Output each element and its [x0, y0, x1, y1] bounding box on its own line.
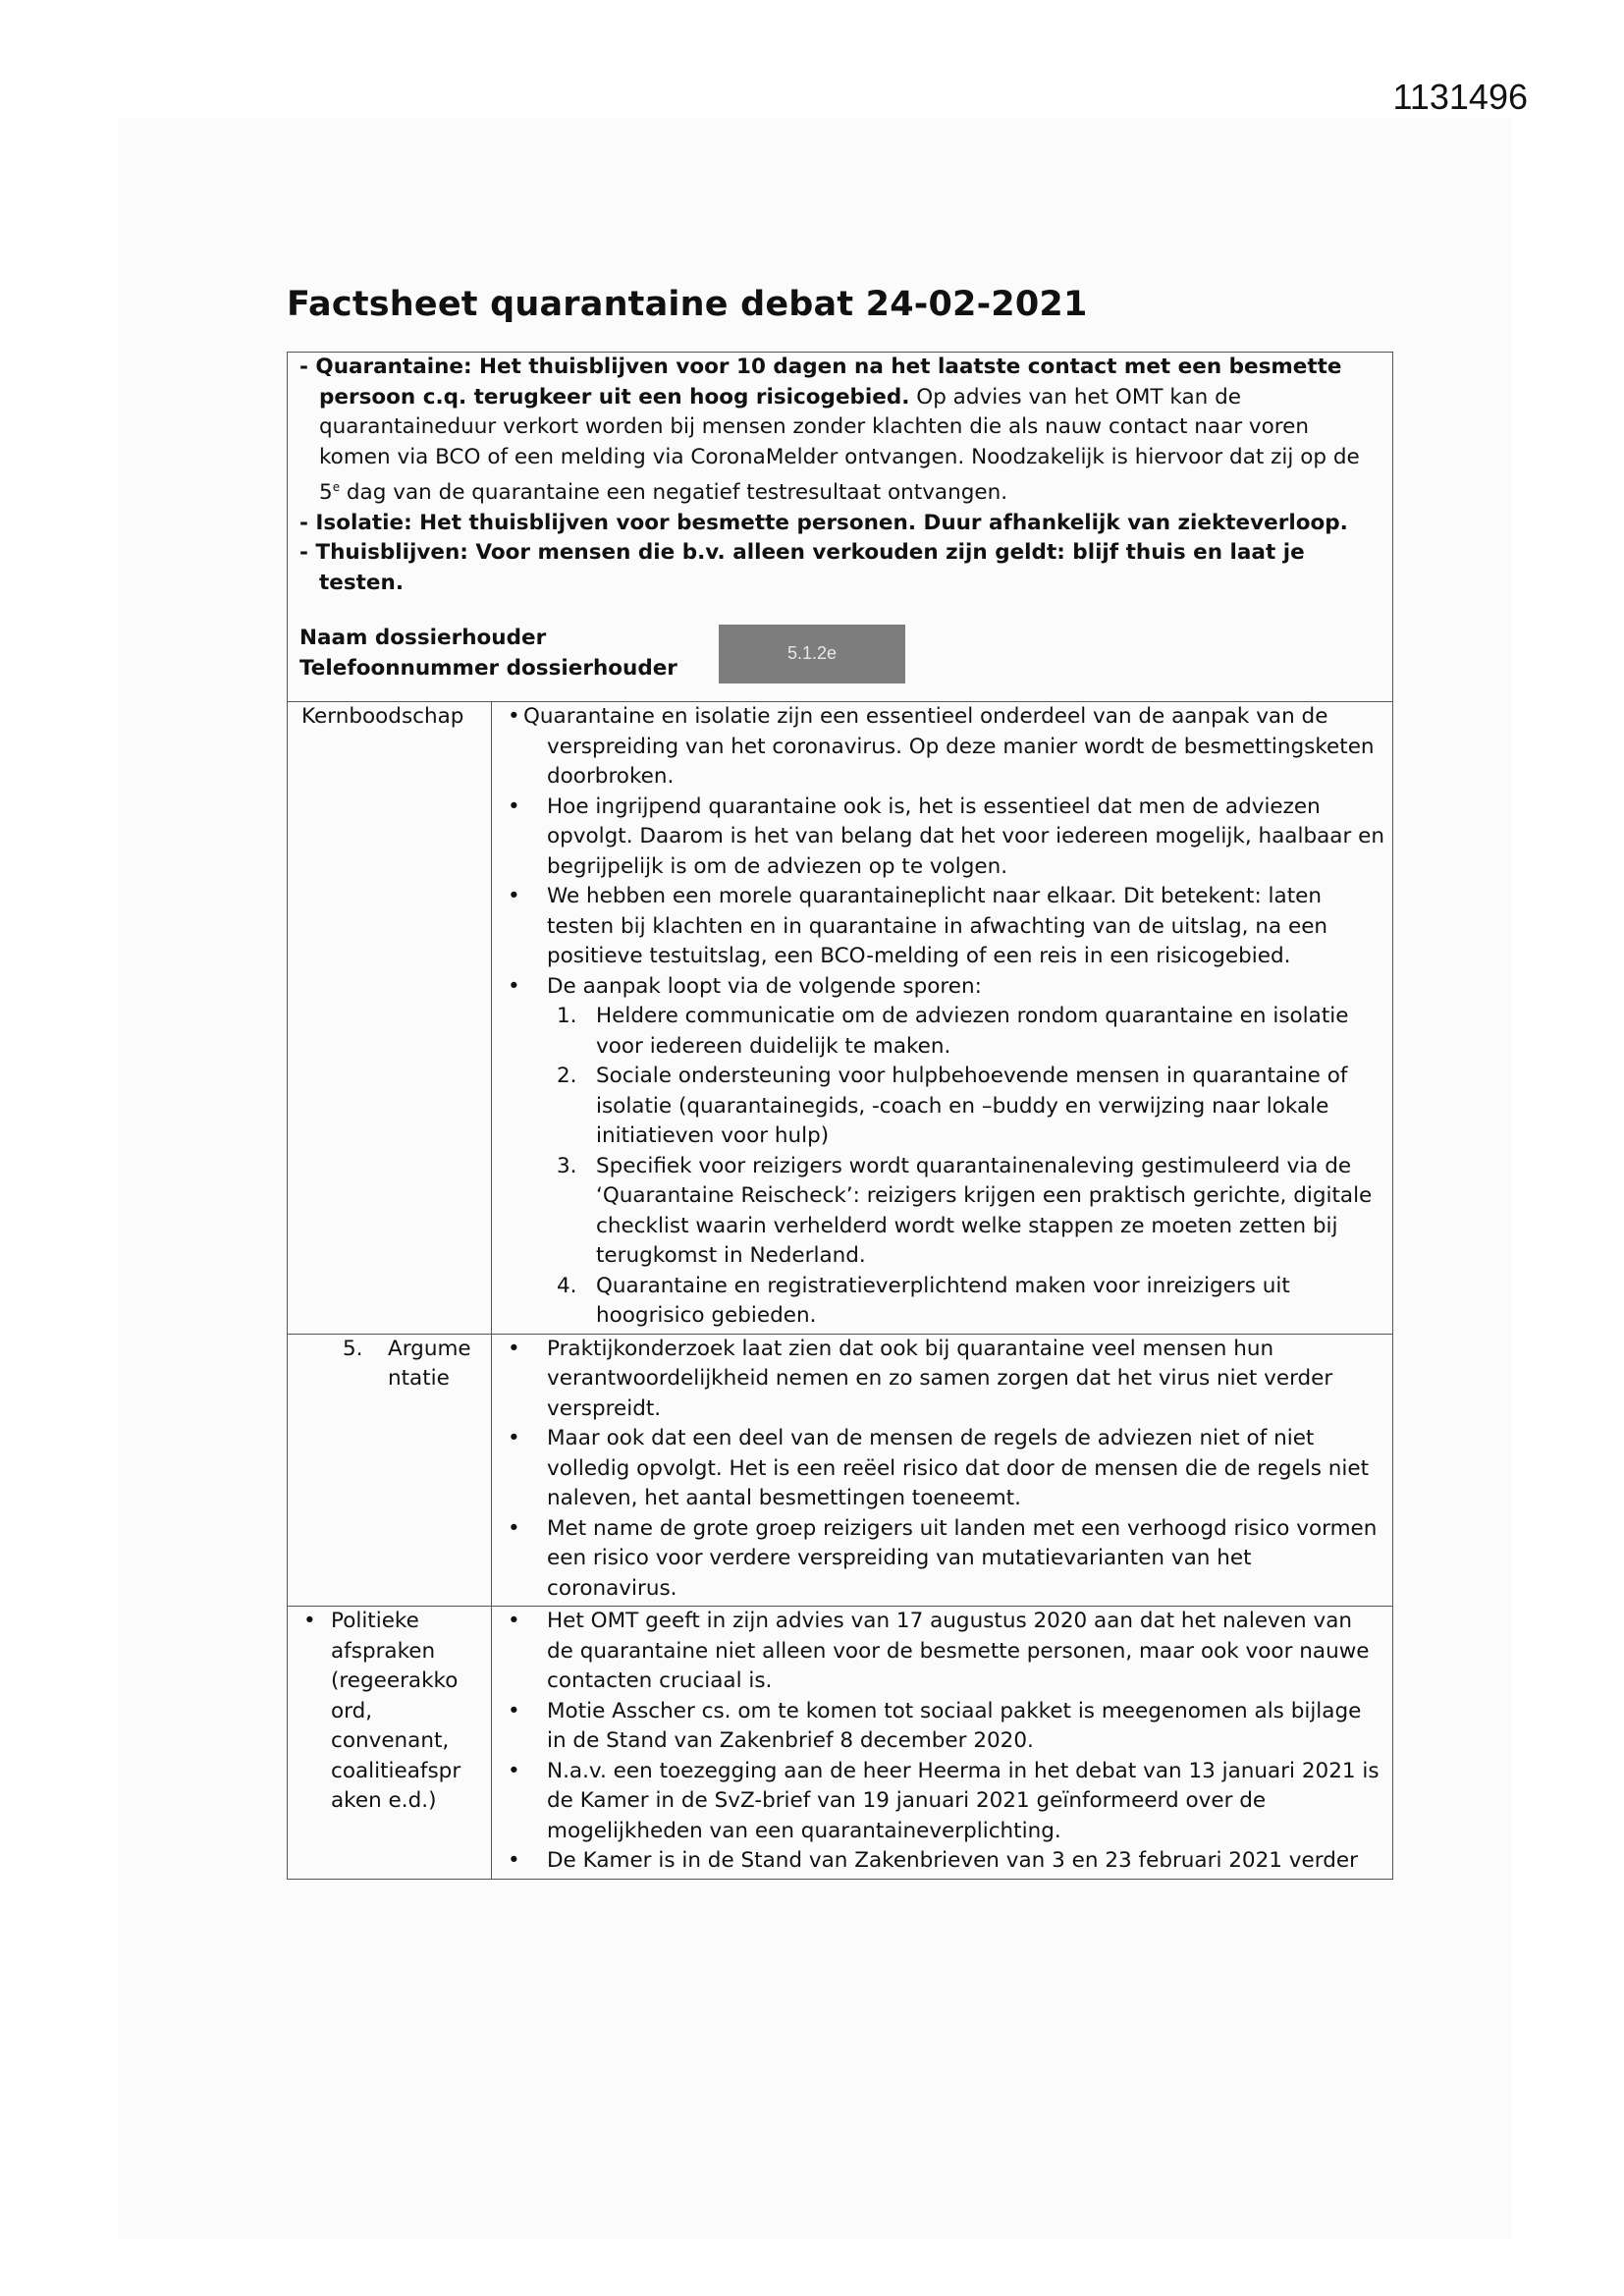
- list-item: • Maar ook dat een deel van de mensen de regels de adviezen niet of niet volledig opvolgt. Het is een reëel risico dat door de mensen die de regels niet naleven, het aantal besmettingen toeneemt.: [502, 1424, 1384, 1514]
- argumentatie-number: 5.: [343, 1336, 363, 1361]
- owner-phone-label: Telefoonnummer dossierhouder: [299, 655, 677, 681]
- track-item: 1. Heldere communicatie om de adviezen rondom quarantaine en isolatie voor iedereen duidelijk te maken.: [557, 1004, 1349, 1059]
- list-item: • Hoe ingrijpend quarantaine ook is, het is essentieel dat men de adviezen opvolgt. Daarom is het van belang dat het voor iedereen mogelijk, haalbaar en begrijpelijk is om de adviezen op te volgen.: [502, 793, 1384, 883]
- dossier-owner: [299, 624, 1382, 683]
- kernboodschap-row: [288, 702, 1393, 1335]
- list-item: • We hebben een morele quarantaineplicht naar elkaar. Dit betekent: laten testen bij klachten en in quarantaine in afwachting van de uitslag, na een positieve testuitslag, een BCO-melding of een reis in een risicogebied.: [502, 882, 1384, 972]
- list-item: • Quarantaine en isolatie zijn een essentieel onderdeel van de aanpak van de verspreiding van het coronavirus. Op deze manier wordt de besmettingsketen doorbroken.: [502, 702, 1384, 793]
- factsheet-table: [287, 352, 1393, 1880]
- kernboodschap-label: Kernboodschap: [288, 702, 492, 1335]
- politieke-afspraken-label: Politieke afspraken (regeerakko ord, convenant, coalitieafspr aken e.d.): [331, 1609, 461, 1814]
- list-item: • Met name de grote groep reizigers uit landen met een verhoogd risico vormen een risico voor verdere verspreiding van mutatievarianten van het coronavirus.: [502, 1514, 1384, 1605]
- list-item: • Het OMT geeft in zijn advies van 17 augustus 2020 aan dat het naleven van de quarantaine niet alleen voor de besmette personen, maar ook voor nauwe contacten cruciaal is.: [502, 1607, 1384, 1697]
- list-item: • De aanpak loopt via de volgende sporen:: [502, 972, 1384, 1003]
- list-item: • De Kamer is in de Stand van Zakenbrieven van 3 en 23 februari 2021 verder: [502, 1846, 1384, 1877]
- definitions-cell: [288, 353, 1393, 702]
- redaction-box: 5.1.2e: [719, 625, 905, 683]
- list-item: • Motie Asscher cs. om te komen tot sociaal pakket is meegenomen als bijlage in de Stand van Zakenbrief 8 december 2020.: [502, 1697, 1384, 1757]
- definitions-row: [288, 353, 1393, 702]
- definition-term: Quarantaine: Het thuisblijven voor 10 dagen na het laatste contact met een besmette persoon c.q. terugkeer uit een hoog risicogebied.: [315, 355, 1342, 410]
- definition-term: Thuisblijven: Voor mensen die b.v. alleen verkouden zijn geldt: blijf thuis en laat je testen.: [315, 540, 1305, 595]
- document-number: 1131496: [1392, 77, 1528, 117]
- track-item: 4. Quarantaine en registratieverplichtend maken voor inreizigers uit hoogrisico gebieden.: [557, 1273, 1290, 1329]
- politieke-afspraken-row: [288, 1607, 1393, 1880]
- argumentatie-content: [492, 1334, 1393, 1607]
- track-item: 2. Sociale ondersteuning voor hulpbehoevende mensen in quarantaine of isolatie (quarantainegids, -coach en –buddy en verwijzing naar lokale initiatieven voor hulp): [557, 1064, 1348, 1149]
- politieke-afspraken-label-cell: [288, 1607, 492, 1880]
- track-item: 3. Specifiek voor reizigers wordt quarantainenaleving gestimuleerd via de ‘Quarantaine Reischeck’: reizigers krijgen een praktisch gerichte, digitale checklist waarin verhelderd wordt welke stappen ze moeten zetten bij terugkomst in Nederland.: [557, 1153, 1373, 1269]
- page-title: Factsheet quarantaine debat 24-02-2021: [287, 285, 1088, 324]
- tracks-list: [502, 1002, 1384, 1332]
- list-item: • N.a.v. een toezegging aan de heer Heerma in het debat van 13 januari 2021 is de Kamer in de SvZ-brief van 19 januari 2021 geïnformeerd over de mogelijkheden van een quarantaineverplichting.: [502, 1757, 1384, 1847]
- definition-term: Isolatie: Het thuisblijven voor besmette personen. Duur afhankelijk van ziekteverloop.: [315, 510, 1348, 535]
- owner-name-label: Naam dossierhouder: [299, 626, 547, 651]
- definition-quarantaine: - Quarantaine: Het thuisblijven voor 10 dagen na het laatste contact met een besmette persoon c.q. terugkeer uit een hoog risicogebied. Op advies van het OMT kan de quarantaineduur verkort worden bij mensen zonder klachten die als nauw contact naar voren komen via BCO of een melding via CoronaMelder ontvangen. Noodzakelijk is hiervoor dat zij op de 5e dag van de quarantaine een negatief testresultaat ontvangen.: [299, 355, 1360, 506]
- argumentatie-row: [288, 1334, 1393, 1607]
- kernboodschap-content: [492, 702, 1393, 1335]
- argumentatie-label-cell: [288, 1334, 492, 1607]
- list-item: • Praktijkonderzoek laat zien dat ook bij quarantaine veel mensen hun verantwoordelijkheid nemen en zo samen zorgen dat het virus niet verder verspreidt.: [502, 1335, 1384, 1425]
- argumentatie-label: Argume ntatie: [388, 1336, 471, 1392]
- definition-thuisblijven: - Thuisblijven: Voor mensen die b.v. alleen verkouden zijn geldt: blijf thuis en laat je testen.: [299, 540, 1305, 595]
- definition-isolatie: - Isolatie: Het thuisblijven voor besmette personen. Duur afhankelijk van ziekteverloop.: [299, 510, 1348, 535]
- politieke-afspraken-content: [492, 1607, 1393, 1880]
- definition-text: Op advies van het OMT kan de quarantaineduur verkort worden bij mensen zonder klachten die als nauw contact naar voren komen via BCO of een melding via CoronaMelder ontvangen. Noodzakelijk is hiervoor dat zij op de 5: [319, 384, 1360, 506]
